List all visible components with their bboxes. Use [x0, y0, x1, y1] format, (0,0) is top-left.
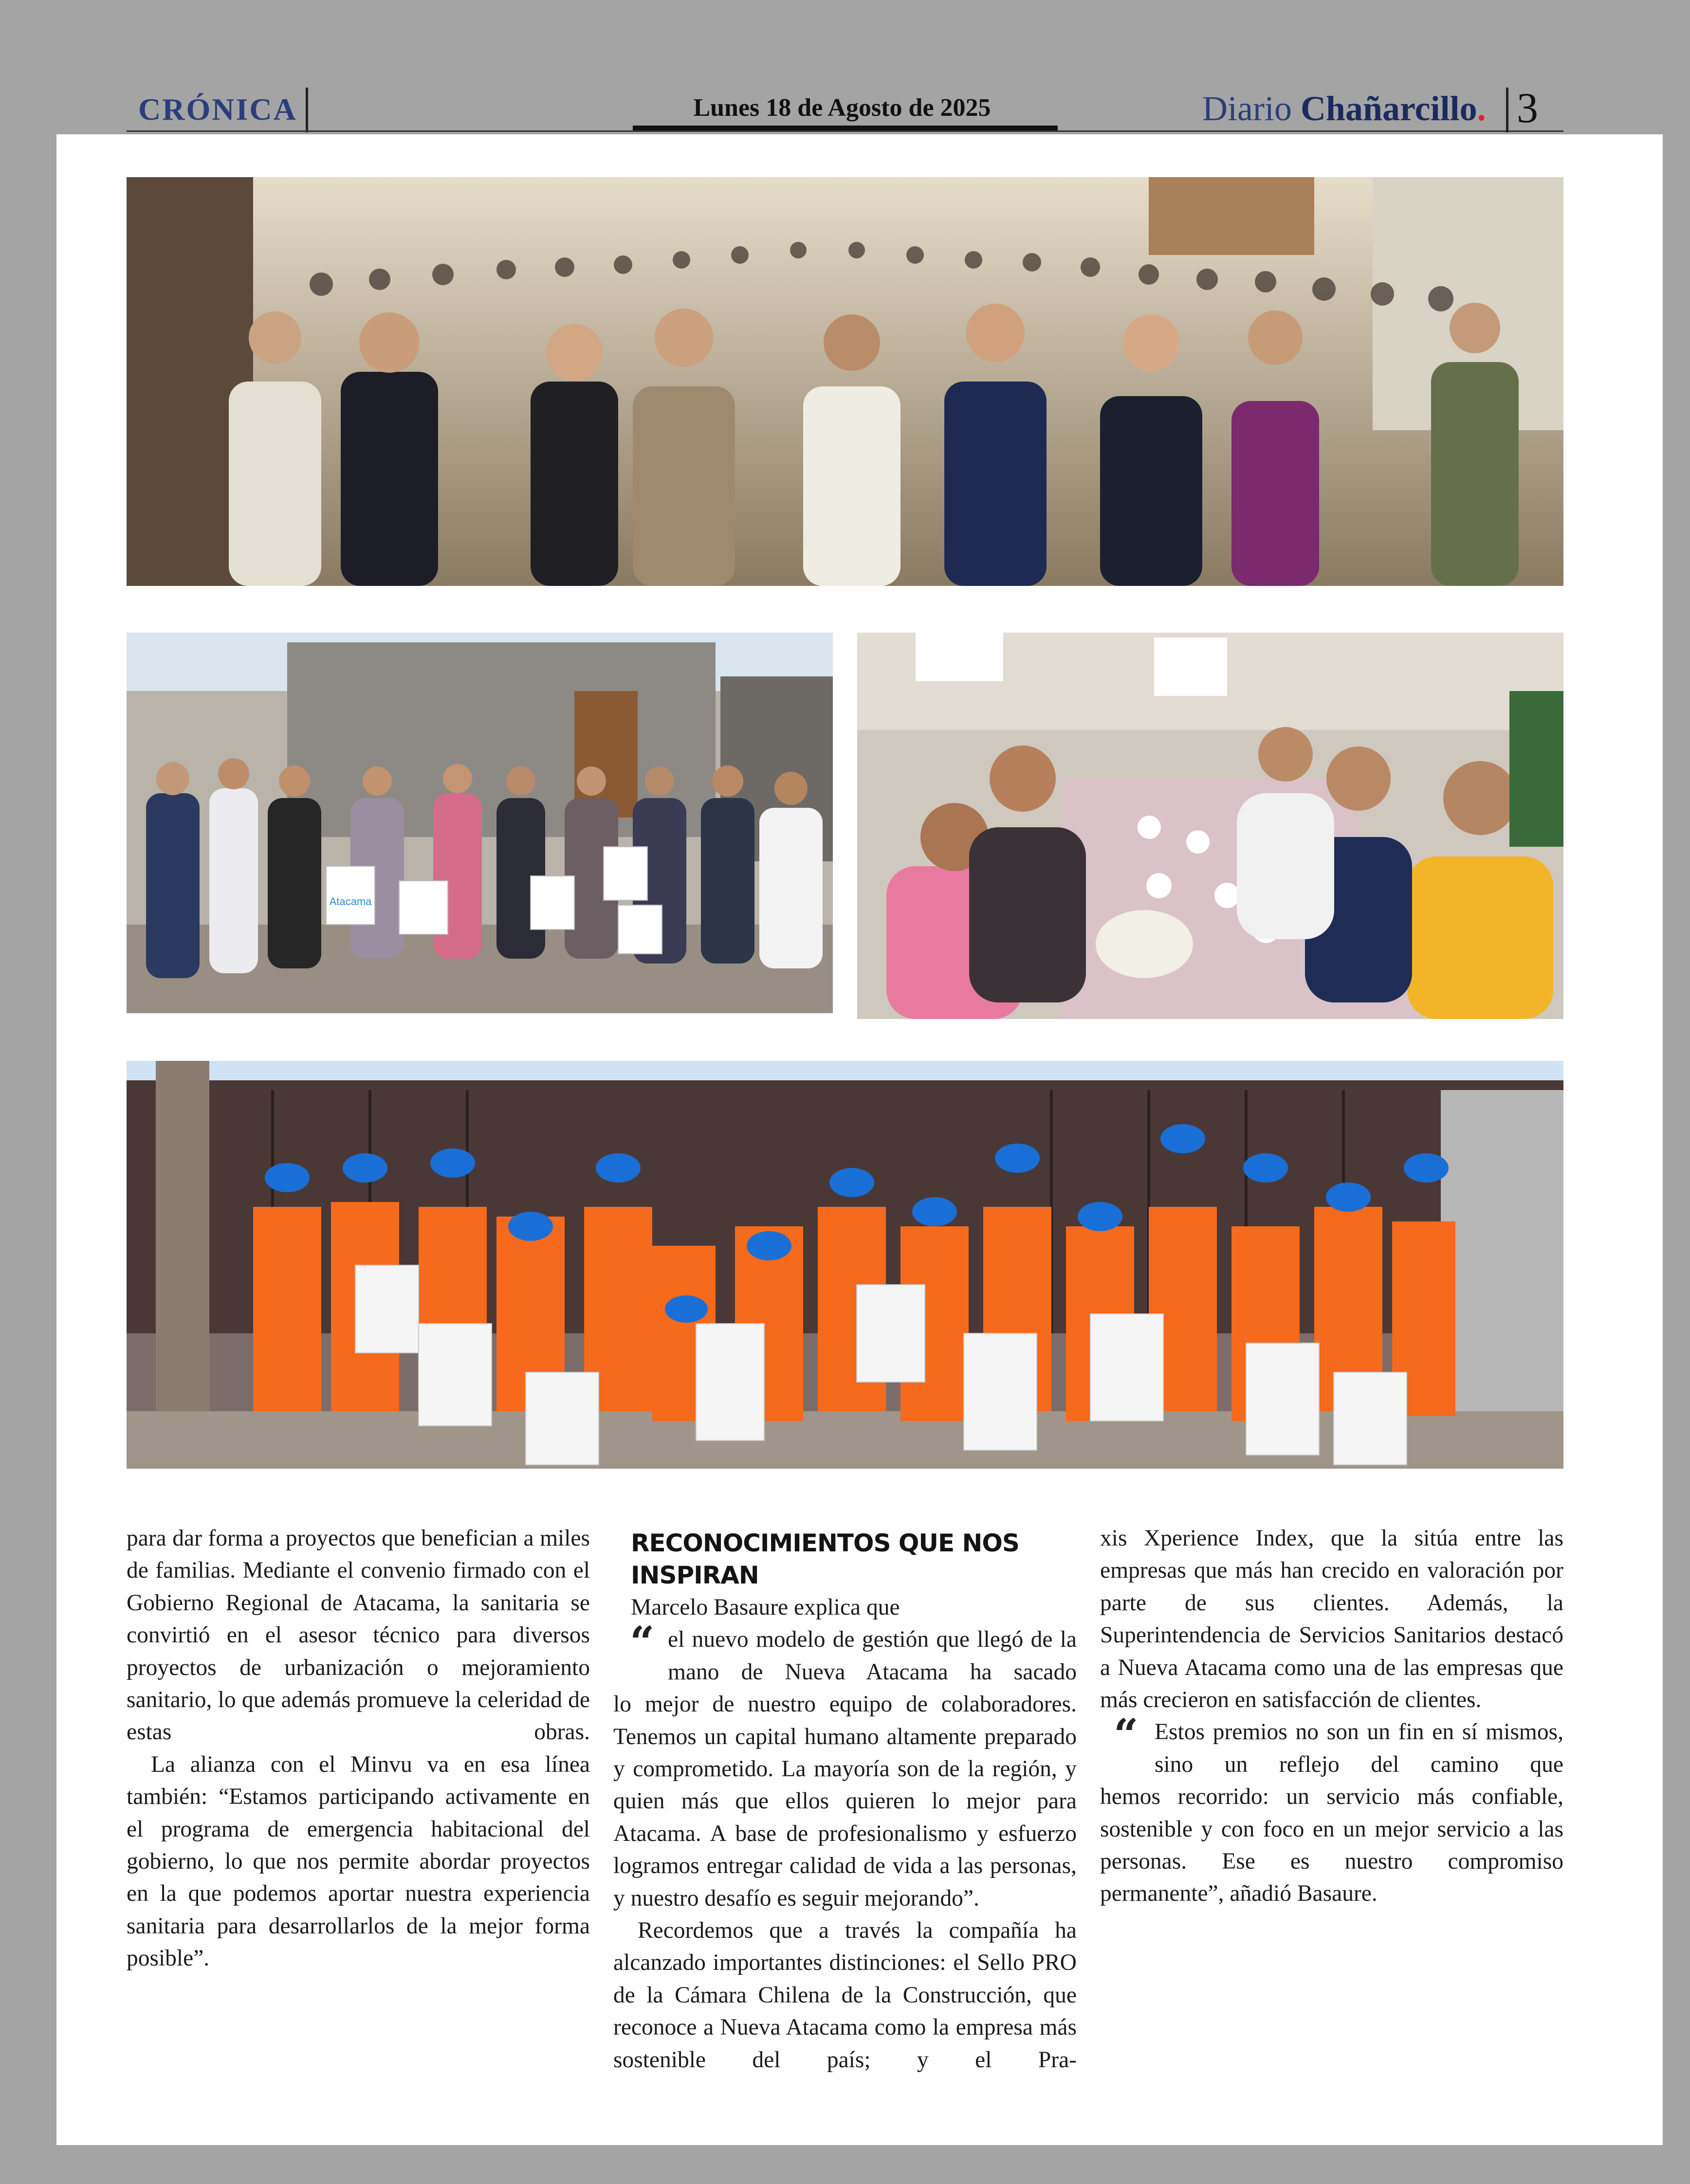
article-column-3 — [1100, 1522, 1563, 1910]
masthead — [1202, 89, 1486, 129]
issue-date: Lunes 18 de Agosto de 2025 — [693, 94, 991, 122]
quote-text: Estos premios no son un fin en sí mismos, sino un reflejo del camino que — [1155, 1719, 1563, 1777]
header-rule — [127, 130, 1563, 132]
paragraph: La alianza con el Minvu va en esa línea también: “Estamos participando activamente en el programa de emergencia habitacional del gobierno, lo que nos permite abordar proyectos en la que podemos aportar nuestra experiencia sanitaria para desarrollarlos de la mejor forma posible”. — [127, 1751, 590, 1971]
quote-text: lo mejor de nuestro equipo de colaboradores. Tenemos un capital humano altamente preparado y comprometido. La mayoría son de la región, y quien más que ellos quieren lo mejor para Atacama. A base de profesionalismo y esfuerzo logramos entregar calidad de vida a las personas, y nuestro desafío es seguir mejorando”. — [613, 1692, 1077, 1911]
date-underline — [633, 126, 1058, 130]
photo-breakfast-table — [857, 633, 1563, 1019]
quote-text: hemos recorrido: un servicio más confiable, sostenible y con foco en un mejor servicio a las personas. Ese es nuestro compromiso permanente”, añadió Basaure. — [1100, 1784, 1563, 1907]
section-label: CRÓNICA — [138, 92, 297, 127]
photo-event-group — [127, 177, 1563, 586]
page-number: 3 — [1517, 85, 1538, 132]
article-column-1 — [127, 1522, 590, 1975]
article-column-2 — [613, 1522, 1077, 2076]
quote-mark-icon: “ — [1114, 1709, 1139, 1760]
masthead-prefix: Diario — [1202, 89, 1292, 128]
paragraph: Recordemos que a través la compañía ha alcanzado importantes distinciones: el Sello PRO de la Cámara Chilena de la Construcción, que reconoce a Nueva Atacama como la empresa más sostenible del país; y el Pra- — [613, 1918, 1077, 2073]
pull-quote — [613, 1617, 1077, 1688]
masthead-dot: . — [1477, 89, 1486, 128]
section-subheading: RECONOCIMIENTOS QUE NOS INSPIRAN — [631, 1529, 1019, 1589]
photo-safety-vests-group — [127, 1061, 1563, 1469]
bag-logo-text: Atacama — [329, 895, 372, 908]
section-divider — [306, 88, 308, 132]
paragraph: para dar forma a proyectos que benefician a miles de familias. Mediante el convenio firmado con el Gobierno Regional de Atacama, la sanitaria se convirtió en el asesor técnico para diversos proyectos de urbanización o mejoramiento sanitario, lo que además promueve la celeridad de estas obras. — [127, 1526, 590, 1745]
quote-mark-icon: “ — [630, 1617, 655, 1668]
paragraph: xis Xperience Index, que la sitúa entre las empresas que más han crecido en valoración por parte de sus clientes. Además, la Superintendencia de Servicios Sanitarios destacó a Nueva Atacama como una de las empresas que más crecieron en satisfacción de clientes. — [1100, 1526, 1563, 1713]
photo-community-group — [127, 633, 833, 1013]
page-header — [0, 0, 1690, 134]
paragraph: Marcelo Basaure explica que — [631, 1595, 900, 1620]
quote-text: el nuevo modelo de gestión que llegó de la mano de Nueva Atacama ha sacado — [668, 1627, 1077, 1685]
pull-quote — [1100, 1709, 1563, 1781]
masthead-name: Chañarcillo — [1300, 89, 1477, 128]
page-number-divider — [1506, 88, 1508, 132]
